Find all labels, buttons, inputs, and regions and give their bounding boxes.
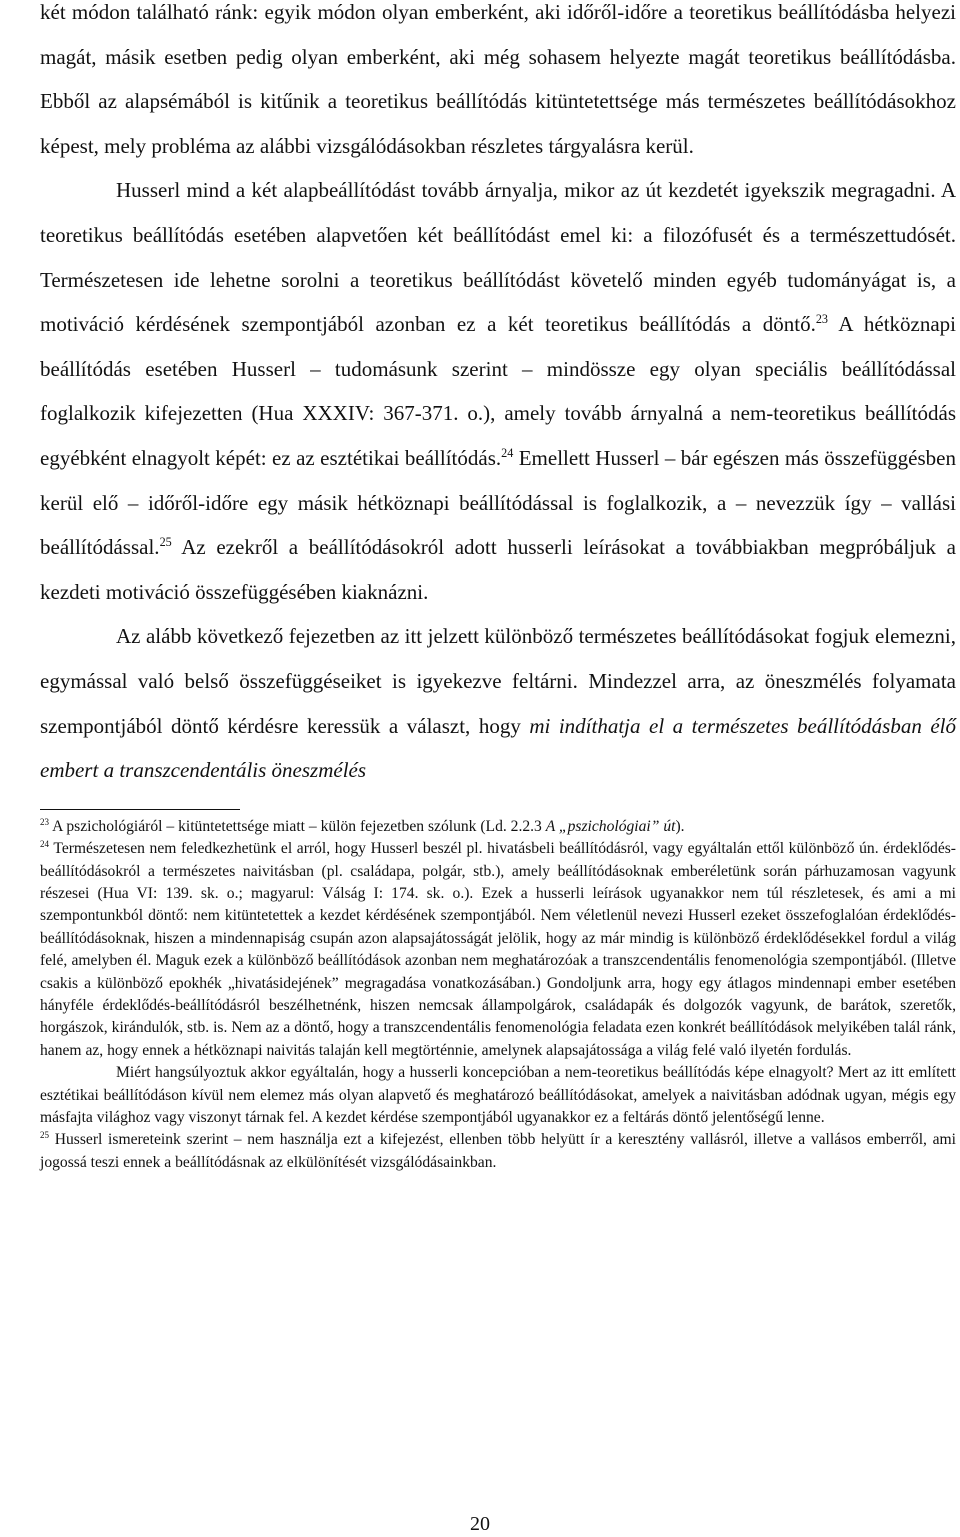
- footnote-25: [40, 1129, 956, 1174]
- paragraph-2-part-a: Husserl mind a két alapbeállítódást tovább árnyalja, mikor az út kezdetét igyekszik megragadni. A teoretikus beállítódás esetében alapvetően két beállítódást emel ki: a filozófusét és a természettudósét. Természetesen ide lehetne sorolni a teoretikus beállítódást követelő minden egyéb tudományágat is, a motiváció kérdésének szempontjából azonban ez a két teoretikus beállítódás a döntő.: [40, 178, 956, 337]
- paragraph-2-part-c: Emellett Husserl – bár egészen más összefüggésben kerül elő – időről-időre egy másik hétköznapi beállítódással is foglalkozik, a – nevezzük így – vallási beállítódással.: [40, 445, 956, 560]
- paragraph-2-part-d: Az ezekről a beállítódásokról adott husserli leírásokat a továbbiakban megpróbáljuk a kezdeti motiváció összefüggésében kiaknázni.: [40, 535, 956, 604]
- footnote-number-25: 25: [40, 1130, 50, 1141]
- footnote-24-text: Természetesen nem feledkezhetünk el arról, hogy Husserl beszél pl. hivatásbeli beállítódásról, vagy egyáltalán ettől különböző ún. érdeklődés-beállítódásokról a természetes naivitásban (pl. családapa, polgár, stb.), amely beállítódásoknak emberéletünk során párhuzamosan vagyunk részesei (Hua VI: 139. sk. o.; magyarul: Válság I: 174. sk. o.). Ezek a husserli leírások ugyanakkor nem túl részletesek, és ami a mi szempontunkból döntő: nem kitüntetettek a kezdet kérdésének szempontjából. Nem véletlenül nevezi Husserl ezeket összefoglalóan érdeklődés-beállítódásoknak, hiszen a mindennapiság csupán azon alapsajátosságát jelölik, hogy az már mindig is különböző érdeklődésekkel fordul a világ felé, amelyben él. Maguk ezek a különböző beállítódások azonban nem meghatározóak a transzcendentális fenomenológia szempontjából. (Illetve csakis a különböző epokhék „hivatásidejének” megragadása vonatkozásában.) Gondoljunk arra, hogy egy átlagos mindennapi ember esetében hányféle érdeklődés-beállítódásról beszélhetnénk, hiszen nemcsak állampolgárok, családapák és dolgozók vagyunk, de barátok, szeretők, horgászok, kirándulók, stb. is. Nem az a döntő, hogy a transzcendentális fenomenológia feladata ezen konkrét beállítódások melyikében talál ránk, hanem az, hogy ennek a hétköznapi naivitás talaján kell megtörténnie, amelynek alapsajátossága a világ felé való ilyetén fordulás.: [40, 840, 956, 1059]
- footnote-24-continuation: Miért hangsúlyoztuk akkor egyáltalán, hogy a husserli koncepcióban a nem-teoretikus beállítódás képe elnagyolt? Mert az itt említett esztétikai beállítódáson kívül nem elemez más olyan alapvető és meghatározó beállítódásokat, amelyek a naivitásban adódnak ugyan, mégis egy másfajta világhoz vagy viszonyt tárnak fel. A kezdet kérdése szempontjából ugyanakkor ez a feltárás döntő jelentőségű lenne.: [40, 1064, 956, 1126]
- document-page: [40, 0, 956, 1174]
- page-number: 20: [470, 1513, 490, 1535]
- footnote-ref-25[interactable]: 25: [159, 535, 172, 550]
- footnote-ref-24[interactable]: 24: [501, 445, 514, 460]
- footnote-number-23: 23: [40, 816, 50, 827]
- footnotes-section: [40, 816, 956, 1175]
- paragraph-3-italic: mi indíthatja el a természetes beállítódásban élő embert a transzcendentális öneszmélés: [40, 713, 956, 783]
- body-paragraph-1: két módon található ránk: egyik módon olyan emberként, aki időről-időre a teoretikus beállítódásba helyezi magát, másik esetben pedig olyan emberként, aki még sohasem helyezte magát teoretikus beállítódásba. Ebből az alapsémából is kitűnik a teoretikus beállítódás kitüntetettsége más természetes beállítódásokhoz képest, mely probléma az alábbi vizsgálódásokban részletes tárgyalásra kerül.: [40, 0, 956, 158]
- footnote-23-italic: A „pszichológiai” út: [545, 817, 676, 835]
- paragraph-2-part-b: A hétköznapi beállítódás esetében Husserl – tudomásunk szerint – mindössze egy olyan speciális beállítódással foglalkozik kifejezetten (Hua XXXIV: 367-371. o.), amely tovább árnyalná a nem-teoretikus beállítódás egyébként elnagyolt képét: ez az esztétikai beállítódás.: [40, 312, 957, 470]
- paragraph-3-part-a: Az alább következő fejezetben az itt jelzett különböző természetes beállítódásokat fogjuk elemezni, egymással való belső összefüggéseiket is igyekezve feltárni. Mindezzel arra, az öneszmélés folyamata szempontjából döntő kérdésre keressük a választ, hogy: [40, 624, 956, 738]
- footnote-number-24: 24: [40, 838, 50, 849]
- footnote-25-text: Husserl ismereteink szerint – nem használja ezt a kifejezést, ellenben több helyütt ír a keresztény vallásról, illetve a vallásos emberről, ami jogossá teszi ennek a beállítódásnak az elkülönítését vizsgálódásainkban.: [40, 1131, 956, 1171]
- body-paragraph-3: [40, 614, 956, 792]
- footnote-23-text: A pszichológiáról – kitüntetettsége miatt – külön fejezetben szólunk (Ld. 2.2.3: [49, 817, 546, 835]
- footnote-23-end: ).: [675, 817, 685, 835]
- footnote-23: [40, 816, 956, 838]
- footnote-24: [40, 838, 956, 1062]
- footnote-separator: [40, 809, 240, 810]
- body-paragraph-2: [40, 168, 956, 614]
- footnote-ref-23[interactable]: 23: [815, 312, 828, 327]
